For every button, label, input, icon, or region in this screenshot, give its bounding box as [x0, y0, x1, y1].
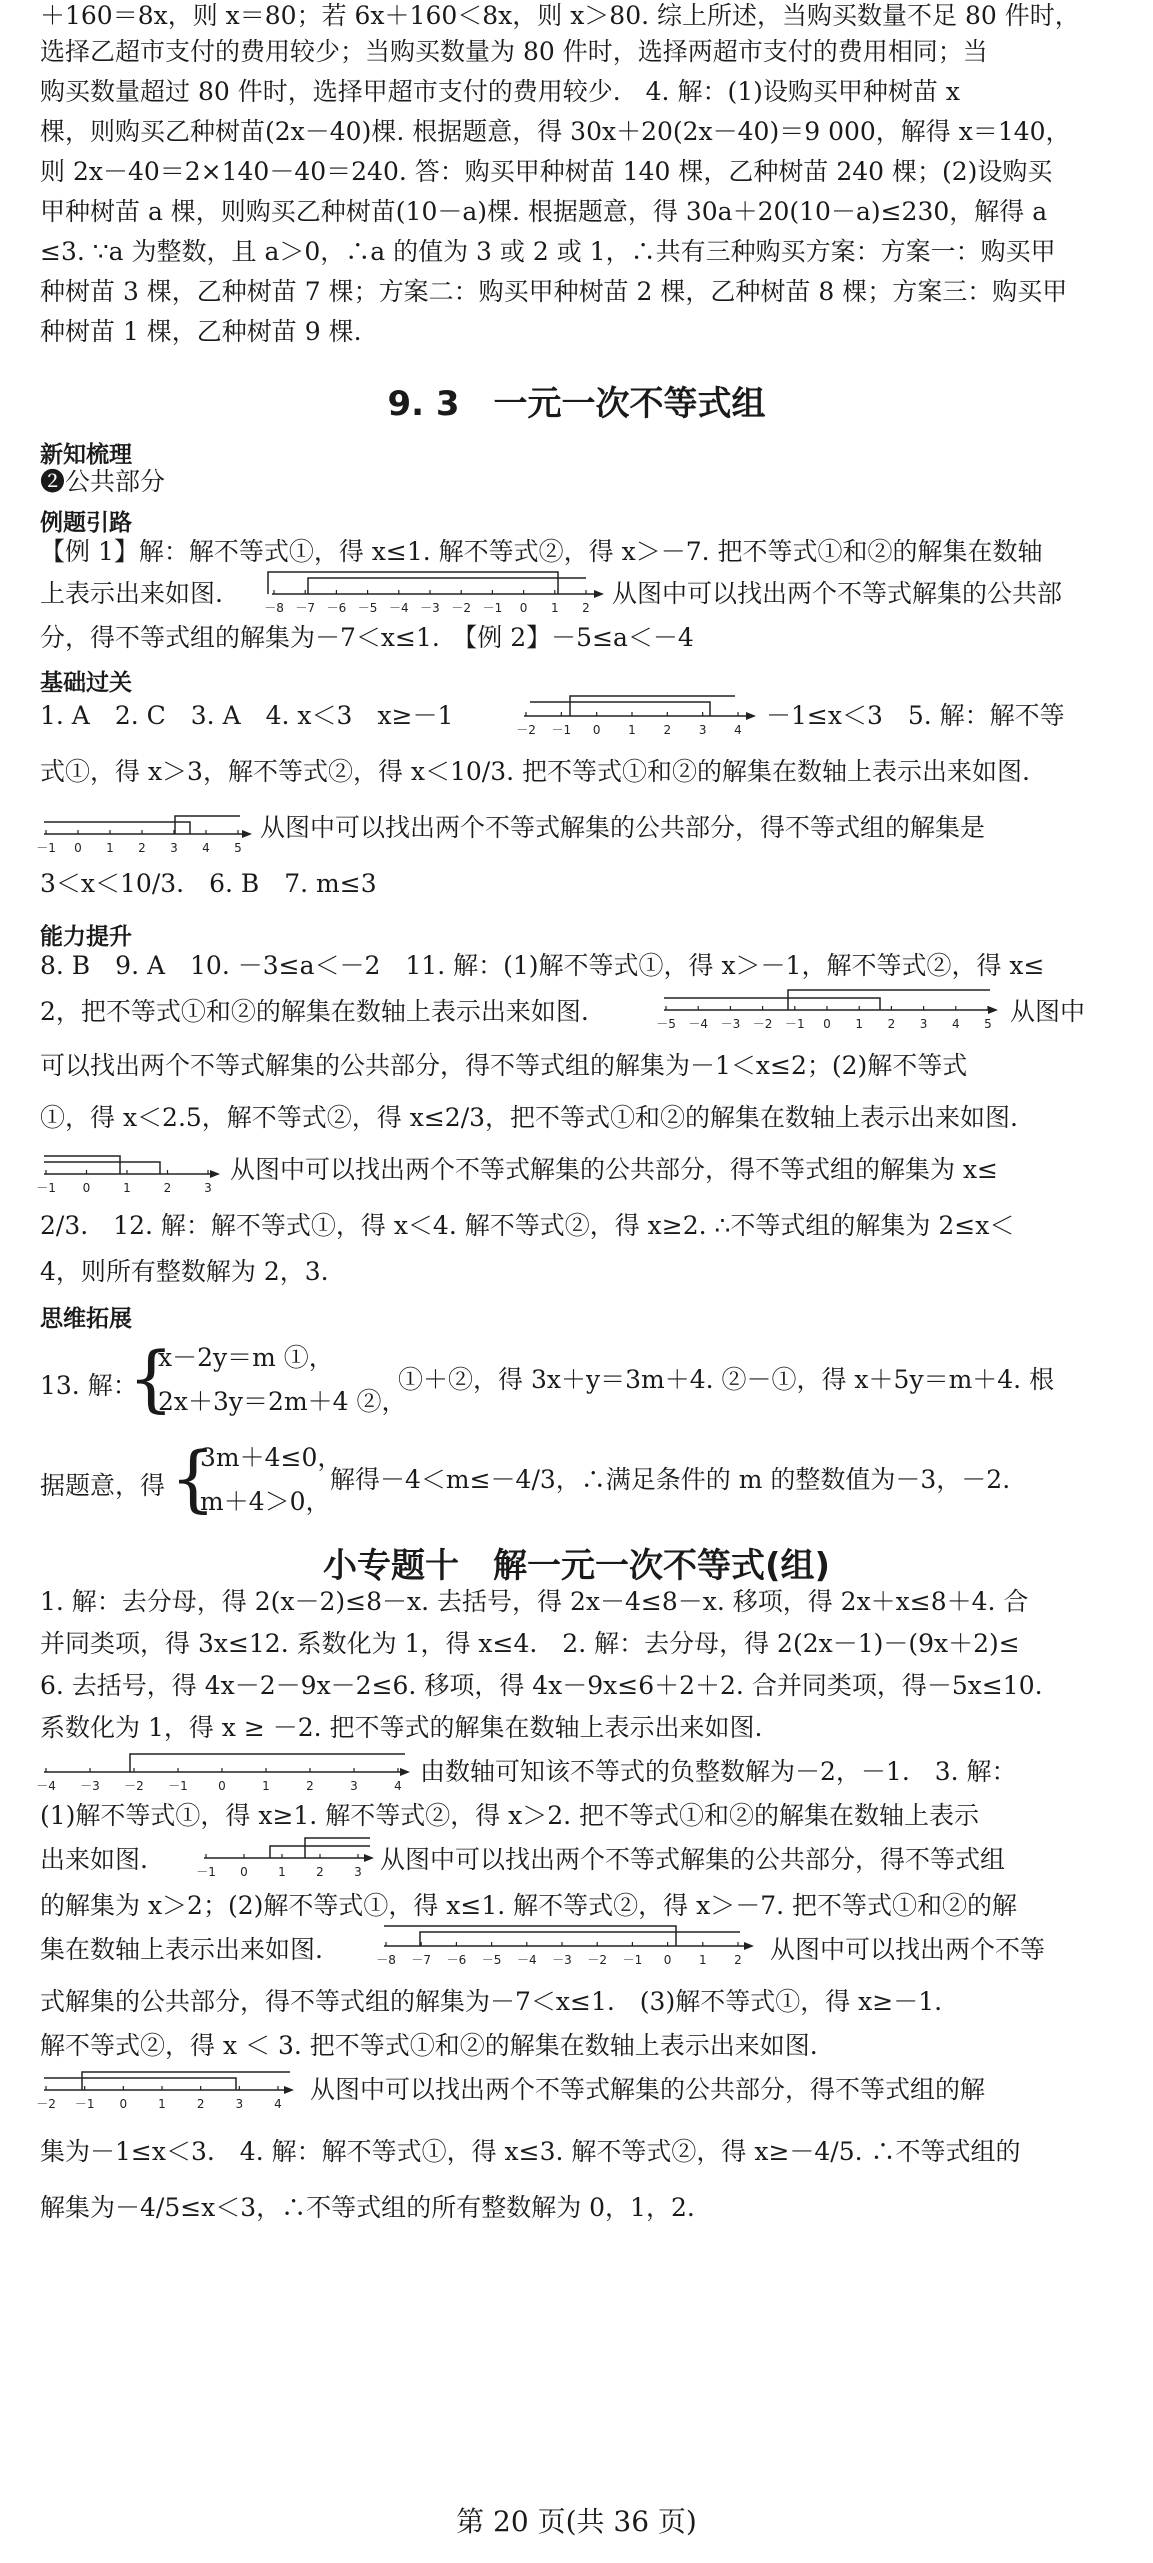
inequality: 3m＋4≤0， — [200, 1443, 343, 1472]
number-line — [36, 1146, 230, 1202]
text-line: 甲种树苗 a 棵，则购买乙种树苗(10－a)棵. 根据题意，得 30a＋20(10－a)≤230，解得 a — [40, 197, 1048, 226]
tick-label: 1 — [628, 723, 636, 737]
number-line-t3b — [376, 1918, 760, 1974]
tick-label: 3 — [204, 1181, 212, 1195]
text-line: ≤3. ∵a 为整数，且 a＞0，∴a 的值为 3 或 2 或 1，∴共有三种购买方案：方案一：购买甲 — [40, 237, 1056, 266]
section-heading: 能力提升 — [40, 924, 132, 950]
text-line: 并同类项，得 3x≤12. 系数化为 1，得 x≤4. 2. 解：去分母，得 2(2x－1)－(9x＋2)≤ — [40, 1629, 1020, 1658]
tick-label: －8 — [376, 1953, 396, 1967]
tick-label: 1 — [698, 1953, 707, 1967]
tick-label: 1 — [123, 1181, 131, 1195]
tick-label: 0 — [663, 1953, 672, 1967]
tick-label: 0 — [823, 1017, 831, 1031]
inequality-system-block — [40, 1438, 1115, 1528]
text-line: 式①，得 x＞3，解不等式②，得 x＜10/3. 把不等式①和②的解集在数轴上表示出来如图. — [40, 757, 1030, 786]
tick-label: 1 — [855, 1017, 864, 1031]
text-line: ❷公共部分 — [40, 467, 166, 496]
tick-label: 5 — [984, 1017, 992, 1031]
tick-label: 0 — [119, 2097, 128, 2111]
number-line-q11a — [656, 982, 1010, 1038]
section-heading: 基础过关 — [40, 670, 132, 696]
number-line-t2 — [36, 1744, 420, 1800]
text-line: 系数化为 1，得 x ≥ －2. 把不等式的解集在数轴上表示出来如图. — [40, 1713, 763, 1742]
number-line — [36, 806, 260, 862]
tick-label: 0 — [592, 723, 601, 737]
tick-label: 4 — [202, 841, 210, 855]
tick-label: 4 — [951, 1017, 960, 1031]
tick-label: －2 — [516, 723, 536, 737]
text-line: 的解集为 x＞2；(2)解不等式①，得 x≤1. 解不等式②，得 x＞－7. 把不等式①和②的解 — [40, 1891, 1018, 1920]
text-line: 2，把不等式①和②的解集在数轴上表示出来如图. — [40, 997, 589, 1026]
tick-label: －5 — [357, 601, 378, 615]
tick-label: －3 — [720, 1017, 741, 1031]
text-line: 从图中可以找出两个不等 — [770, 1935, 1046, 1964]
tick-label: －4 — [36, 1779, 56, 1793]
tick-label: －1 — [36, 1181, 56, 1195]
number-line — [36, 1744, 420, 1800]
tick-label: 4 — [734, 723, 742, 737]
number-line — [516, 688, 760, 744]
tick-label: －2 — [587, 1953, 608, 1967]
text-line: 解得－4＜m≤－4/3，∴满足条件的 m 的整数值为－3，－2. — [330, 1465, 1011, 1494]
text-line: 种树苗 1 棵，乙种树苗 9 棵. — [40, 317, 362, 346]
tick-label: 1 — [278, 1865, 286, 1879]
tick-label: －1 — [784, 1017, 805, 1031]
tick-label: －7 — [295, 601, 316, 615]
tick-label: 0 — [82, 1181, 91, 1195]
tick-label: －4 — [516, 1953, 537, 1967]
tick-label: 4 — [394, 1779, 402, 1793]
tick-label: 1 — [158, 2097, 166, 2111]
tick-label: －2 — [451, 601, 472, 615]
text-line: 8. B 9. A 10. －3≤a＜－2 11. 解：(1)解不等式①，得 x＞－1，解不等式②，得 x≤ — [40, 951, 1045, 980]
text-line: (1)解不等式①，得 x≥1. 解不等式②，得 x＞2. 把不等式①和②的解集在数轴上表示 — [40, 1801, 980, 1830]
tick-label: －5 — [481, 1953, 502, 1967]
tick-label: －6 — [326, 601, 347, 615]
section-title: 9. 3 一元一次不等式组 — [387, 384, 766, 424]
tick-label: －6 — [446, 1953, 467, 1967]
tick-label: －3 — [80, 1779, 100, 1793]
tick-label: 0 — [519, 601, 528, 615]
text-line: 从图中可以找出两个不等式解集的公共部分，得不等式组的解集是 — [260, 813, 986, 842]
tick-label: －5 — [656, 1017, 676, 1031]
text-line: 从图中可以找出两个不等式解集的公共部分，得不等式组的解集为 x≤ — [230, 1155, 998, 1184]
text-line: 【例 1】解：解不等式①，得 x≤1. 解不等式②，得 x＞－7. 把不等式①和②的解集在数轴 — [40, 537, 1043, 566]
text-line: 6. 去括号，得 4x－2－9x－2≤6. 移项，得 4x－9x≤6＋2＋2. 合并同类项，得－5x≤10. — [40, 1671, 1043, 1700]
text-line: ①，得 x＜2.5，解不等式②，得 x≤2/3，把不等式①和②的解集在数轴上表示出来如图. — [40, 1103, 1018, 1132]
tick-label: －1 — [196, 1865, 216, 1879]
section-heading: 新知梳理 — [40, 442, 132, 468]
number-line-t3c — [36, 2062, 300, 2118]
number-line — [656, 982, 1010, 1038]
tick-label: －2 — [124, 1779, 144, 1793]
equation-system-block — [40, 1338, 1115, 1428]
text-line: 从图中可以找出两个不等式解集的公共部分，得不等式组 — [380, 1845, 1006, 1874]
text-line: ①＋②，得 3x＋y＝3m＋4. ②－①，得 x＋5y＝m＋4. 根 — [398, 1365, 1055, 1394]
number-line-t3a — [196, 1830, 380, 1886]
text-line: 集为－1≤x＜3. 4. 解：解不等式①，得 x≤3. 解不等式②，得 x≥－4/5. ∴不等式组的 — [40, 2137, 1021, 2166]
tick-label: 3 — [170, 841, 178, 855]
section-title: 小专题十 解一元一次不等式(组) — [322, 1546, 831, 1586]
text-line: ＋160＝8x，则 x＝80；若 6x＋160＜8x，则 x＞80. 综上所述，当购买数量不足 80 件时， — [40, 1, 1080, 30]
equation: 2x＋3y＝2m＋4 ②， — [158, 1387, 407, 1416]
tick-label: 2 — [734, 1953, 742, 1967]
inequality: m＋4＞0， — [200, 1487, 331, 1516]
brace-icon: { — [170, 1436, 216, 1520]
section-heading: 例题引路 — [40, 510, 132, 536]
text-line: 3＜x＜10/3. 6. B 7. m≤3 — [40, 869, 377, 898]
tick-label: 1 — [106, 841, 114, 855]
tick-label: 2 — [138, 841, 146, 855]
number-line-q5 — [36, 806, 260, 862]
text-line: 购买数量超过 80 件时，选择甲超市支付的费用较少. 4. 解：(1)设购买甲种树苗 x — [40, 77, 960, 106]
tick-label: －1 — [36, 841, 56, 855]
text-line: 解不等式②，得 x ＜ 3. 把不等式①和②的解集在数轴上表示出来如图. — [40, 2031, 818, 2060]
tick-label: 3 — [919, 1017, 928, 1031]
number-line — [264, 566, 608, 622]
text-line: 种树苗 3 棵，乙种树苗 7 棵；方案二：购买甲种树苗 2 棵，乙种树苗 8 棵；方案三：购买甲 — [40, 277, 1068, 306]
text-line: 从图中可以找出两个不等式解集的公共部分，得不等式组的解 — [310, 2075, 986, 2104]
tick-label: 1 — [262, 1779, 270, 1793]
text-line: 选择乙超市支付的费用较少；当购买数量为 80 件时，选择两超市支付的费用相同；当 — [40, 37, 988, 66]
text-line: 2/3. 12. 解：解不等式①，得 x＜4. 解不等式②，得 x≥2. ∴不等式组的解集为 2≤x＜ — [40, 1211, 1015, 1240]
tick-label: 3 — [235, 2097, 244, 2111]
text-line: 从图中 — [1010, 997, 1086, 1026]
text-line: －1≤x＜3 5. 解：解不等 — [766, 701, 1065, 730]
tick-label: －1 — [168, 1779, 188, 1793]
text-line: 4，则所有整数解为 2，3. — [40, 1257, 329, 1286]
tick-label: 2 — [582, 601, 590, 615]
tick-label: －3 — [552, 1953, 572, 1967]
text-line: 从图中可以找出两个不等式解集的公共部 — [612, 579, 1063, 608]
tick-label: 3 — [354, 1865, 362, 1879]
brace-icon: { — [128, 1336, 174, 1420]
tick-label: 0 — [74, 841, 82, 855]
number-line-example-1 — [264, 566, 608, 622]
number-line-q11b — [36, 1146, 230, 1202]
tick-label: 0 — [240, 1865, 248, 1879]
number-line — [36, 2062, 300, 2118]
tick-label: 5 — [234, 841, 242, 855]
tick-label: 2 — [306, 1779, 314, 1793]
number-line — [196, 1830, 380, 1886]
section-heading: 思维拓展 — [40, 1306, 132, 1332]
tick-label: －7 — [411, 1953, 432, 1967]
tick-label: －8 — [264, 601, 284, 615]
tick-label: －1 — [482, 601, 503, 615]
tick-label: 0 — [218, 1779, 226, 1793]
text-line: 解集为－4/5≤x＜3，∴不等式组的所有整数解为 0，1，2. — [40, 2193, 695, 2222]
tick-label: 3 — [698, 723, 707, 737]
tick-label: －1 — [74, 2097, 95, 2111]
number-line-q4 — [516, 688, 760, 744]
text-line: 棵，则购买乙种树苗(2x－40)棵. 根据题意，得 30x＋20(2x－40)＝9 000，解得 x＝140， — [40, 117, 1071, 146]
tick-label: －4 — [688, 1017, 709, 1031]
text-line: 上表示出来如图. — [40, 579, 223, 608]
equation: x－2y＝m ①， — [158, 1343, 334, 1372]
tick-label: 4 — [274, 2097, 282, 2111]
question-label: 13. 解： — [40, 1371, 138, 1400]
text-line: 1. A 2. C 3. A 4. x＜3 x≥－1 — [40, 701, 454, 730]
page-footer: 第 20 页(共 36 页) — [456, 2505, 697, 2538]
tick-label: 1 — [550, 601, 559, 615]
tick-label: 2 — [196, 2097, 205, 2111]
text-line: 出来如图. — [40, 1845, 148, 1874]
text-line: 集在数轴上表示出来如图. — [40, 1935, 323, 1964]
text-line: 由数轴可知该不等式的负整数解为－2，－1. 3. 解： — [420, 1757, 1017, 1786]
tick-label: 2 — [316, 1865, 324, 1879]
tick-label: －2 — [36, 2097, 56, 2111]
tick-label: 2 — [887, 1017, 896, 1031]
text-line: 据题意，得 — [40, 1471, 166, 1500]
tick-label: －3 — [420, 601, 440, 615]
tick-label: －1 — [622, 1953, 643, 1967]
tick-label: －1 — [551, 723, 572, 737]
tick-label: 2 — [663, 723, 672, 737]
text-line: 则 2x－40＝2×140－40＝240. 答：购买甲种树苗 140 棵，乙种树苗 240 棵；(2)设购买 — [40, 157, 1053, 186]
text-line: 分，得不等式组的解集为－7＜x≤1. 【例 2】－5≤a＜－4 — [40, 623, 694, 652]
text-line: 式解集的公共部分，得不等式组的解集为－7＜x≤1. (3)解不等式①，得 x≥－1. — [40, 1987, 943, 2016]
number-line — [376, 1918, 760, 1974]
tick-label: －2 — [752, 1017, 773, 1031]
text-line: 可以找出两个不等式解集的公共部分，得不等式组的解集为－1＜x≤2；(2)解不等式 — [40, 1051, 968, 1080]
text-line: 1. 解：去分母，得 2(x－2)≤8－x. 去括号，得 2x－4≤8－x. 移项，得 2x＋x≤8＋4. 合 — [40, 1587, 1029, 1616]
tick-label: 3 — [350, 1779, 358, 1793]
tick-label: 2 — [163, 1181, 172, 1195]
tick-label: －4 — [388, 601, 409, 615]
